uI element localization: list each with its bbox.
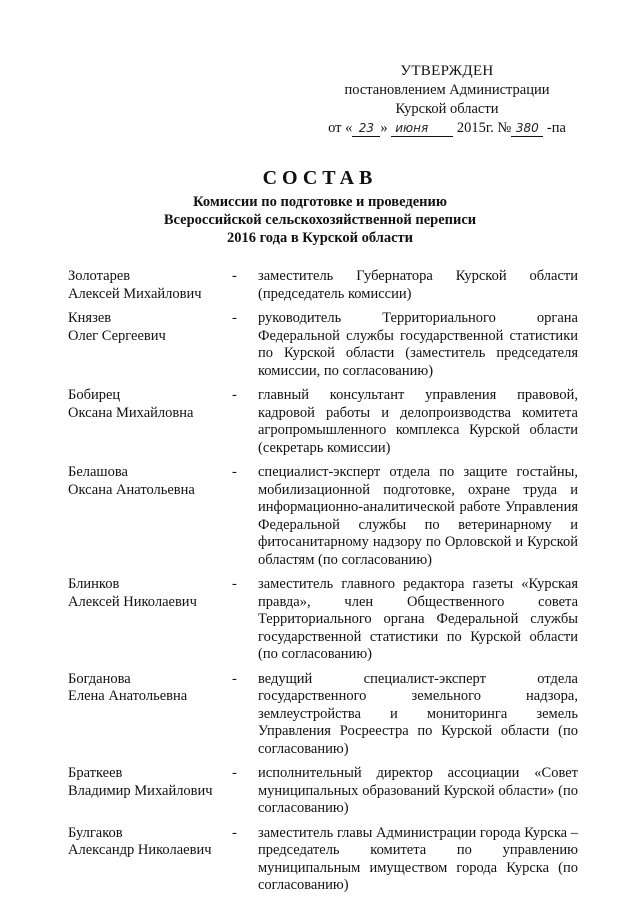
member-name [68,464,228,499]
members-list [68,268,578,902]
member-surname: Богданова [68,670,131,687]
member-dash: - [232,824,237,841]
approval-date-line [322,119,572,138]
member-surname: Золотарев [68,268,131,284]
approval-title: УТВЕРЖДЕН [400,63,494,79]
member-entry [68,310,578,380]
member-dash: - [232,765,237,781]
member-given-names: Владимир Михайлович [68,782,213,799]
member-role: ведущий специалист-эксперт отдела государственного земельного надзора, землеустройства и мониторинга земель Управления Росреестра по Курской области (по согласованию) [258,670,578,757]
member-entry [68,387,578,457]
member-dash: - [232,576,237,592]
member-surname: Князев [68,310,112,326]
member-entry [68,825,578,895]
member-dash: - [232,310,237,326]
member-role: главный консультант управления правовой, кадровой работы и делопроизводства комитета агропромышленного комплекса Курской области (секретарь комиссии) [258,387,578,456]
member-role: заместитель главного редактора газеты «Курская правда», член Общественного совета Территориального органа Федеральной службы государственной статистики по Курской области (по согласованию) [258,576,578,662]
document-title: СОСТАВ [262,167,378,189]
member-given-names: Олег Сергеевич [68,327,166,344]
date-prefix: от « [328,120,353,136]
member-name [68,765,228,800]
member-given-names: Елена Анатольевна [68,688,188,704]
member-dash: - [232,268,237,284]
member-given-names: Оксана Анатольевна [68,481,195,498]
member-dash: - [232,464,237,480]
member-given-names: Оксана Михайловна [68,404,194,421]
heading-line-1: Комиссии по подготовке и проведению [193,194,447,210]
approval-block [322,62,572,138]
member-given-names: Алексей Николаевич [68,593,197,610]
member-given-names: Александр Николаевич [68,842,212,858]
handwritten-month: июня [391,120,453,137]
date-day-close: » [380,120,388,136]
date-year: 2015г. № [456,120,512,136]
member-entry [68,576,578,664]
member-surname: Блинков [68,576,120,592]
member-role: заместитель Губернатора Курской области (председатель комиссии) [258,268,578,302]
approval-line-1: постановлением Администрации [344,82,550,98]
member-given-names: Алексей Михайлович [68,285,202,302]
handwritten-number: 380 [511,120,543,137]
member-role: специалист-эксперт отдела по защите гостайны, мобилизационной подготовке, охране труда и информационно-аналитической работе Управления Федеральной службы по ветеринарному и фитосанитарному надзору по Орловской и Курской областям (по согласованию) [258,464,578,568]
member-entry [68,268,578,303]
member-name [68,268,228,303]
member-entry [68,671,578,759]
document-heading [0,165,640,247]
handwritten-day: 23 [352,120,380,137]
member-entry [68,765,578,818]
member-role: заместитель главы Администрации города Курска – председатель комитета по управлению муниципальным имуществом города Курска (по согласованию) [258,824,578,893]
member-name [68,310,228,345]
member-dash: - [232,387,237,403]
member-role: руководитель Территориального органа Федеральной службы государственной статистики по Курской области (заместитель председателя комиссии, по согласованию) [258,310,578,379]
member-dash: - [232,670,237,687]
member-name [68,387,228,422]
heading-line-2: Всероссийской сельскохозяйственной переписи [163,212,477,228]
member-surname: Булгаков [68,824,123,841]
member-surname: Белашова [68,464,128,480]
member-role: исполнительный директор ассоциации «Совет муниципальных образований Курской области» (по согласованию) [258,765,578,816]
member-surname: Браткеев [68,765,123,781]
number-suffix: -па [546,120,566,136]
heading-line-3: 2016 года в Курской области [226,230,414,246]
member-name [68,671,228,706]
approval-line-2: Курской области [395,101,499,117]
member-name [68,825,228,860]
member-entry [68,464,578,569]
member-name [68,576,228,611]
member-surname: Бобирец [68,387,121,403]
